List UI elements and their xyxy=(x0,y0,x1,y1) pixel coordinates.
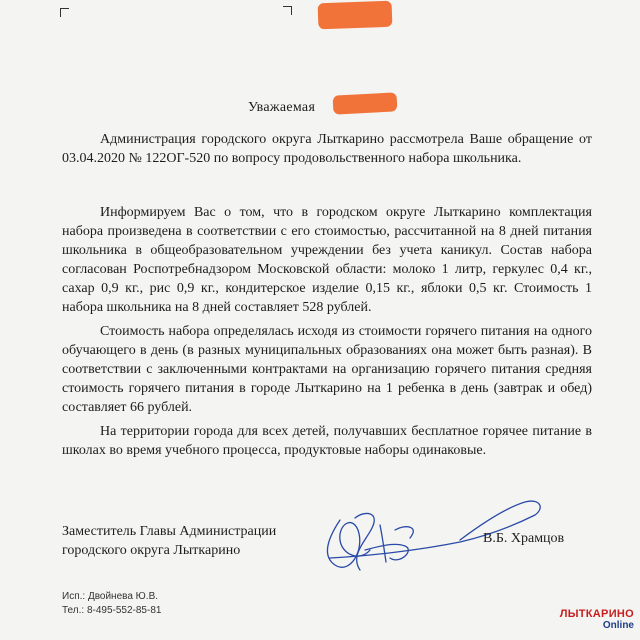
address-bracket-right xyxy=(283,6,292,15)
paragraph-1: Администрация городского округа Лыткарино рассмотрела Ваше обращение от 03.04.2020 № 122ОГ-520 по вопросу продовольственного набора школьника. xyxy=(62,132,592,166)
greeting: Уважаемая xyxy=(248,100,316,115)
signer-title-line-1: Заместитель Главы Администрации xyxy=(62,524,277,539)
logo-online-text: Online xyxy=(602,620,634,631)
paragraph-2: Информируем Вас о том, что в городском округе Лыткарино комплектация набора произведена в соответствии с его стоимостью, рассчитанной на 8 дней питания школьника в общеобразовательном учреждении без учета каникул. Состав набора согласован Роспотребнадзором Московской области: молоко 1 литр, геркулес 0,4 кг., сахар 0,9 кг., рис 0,9 кг., кондитерское изделие 0,15 кг., яблоки 0,5 кг. Стоимость 1 набора школьника на 8 дней составляет 528 рублей. xyxy=(62,205,592,315)
signer-name: В.Б. Храмцов xyxy=(483,531,565,546)
redacted-address xyxy=(318,1,393,30)
signer-title-line-2: городского округа Лыткарино xyxy=(62,543,241,558)
paragraph-3: Стоимость набора определялась исходя из стоимости горячего питания на одного обучающего в день (в разных муниципальных образованиях она может быть разная). В соответствии с заключенными контрактами на организацию горячего питания средняя стоимость горячего питания в городе Лыткарино на 1 ребенка в день (завтрак и обед) составляет 66 рублей. xyxy=(62,324,592,415)
executor-info xyxy=(62,590,161,618)
executor-name: Исп.: Двойнева Ю.В. xyxy=(62,591,159,602)
redacted-recipient-name xyxy=(333,92,398,114)
executor-phone: Тел.: 8-495-552-85-81 xyxy=(62,605,162,616)
paragraph-4: На территории города для всех детей, получавших бесплатное горячее питание в школах во время учебного процесса, продуктовые наборы одинаковые. xyxy=(62,424,592,458)
logo-city-text: ЛЫТКАРИНО xyxy=(559,608,634,620)
address-bracket-left xyxy=(60,8,69,17)
signer-title xyxy=(62,522,276,560)
watermark-logo xyxy=(560,608,634,631)
